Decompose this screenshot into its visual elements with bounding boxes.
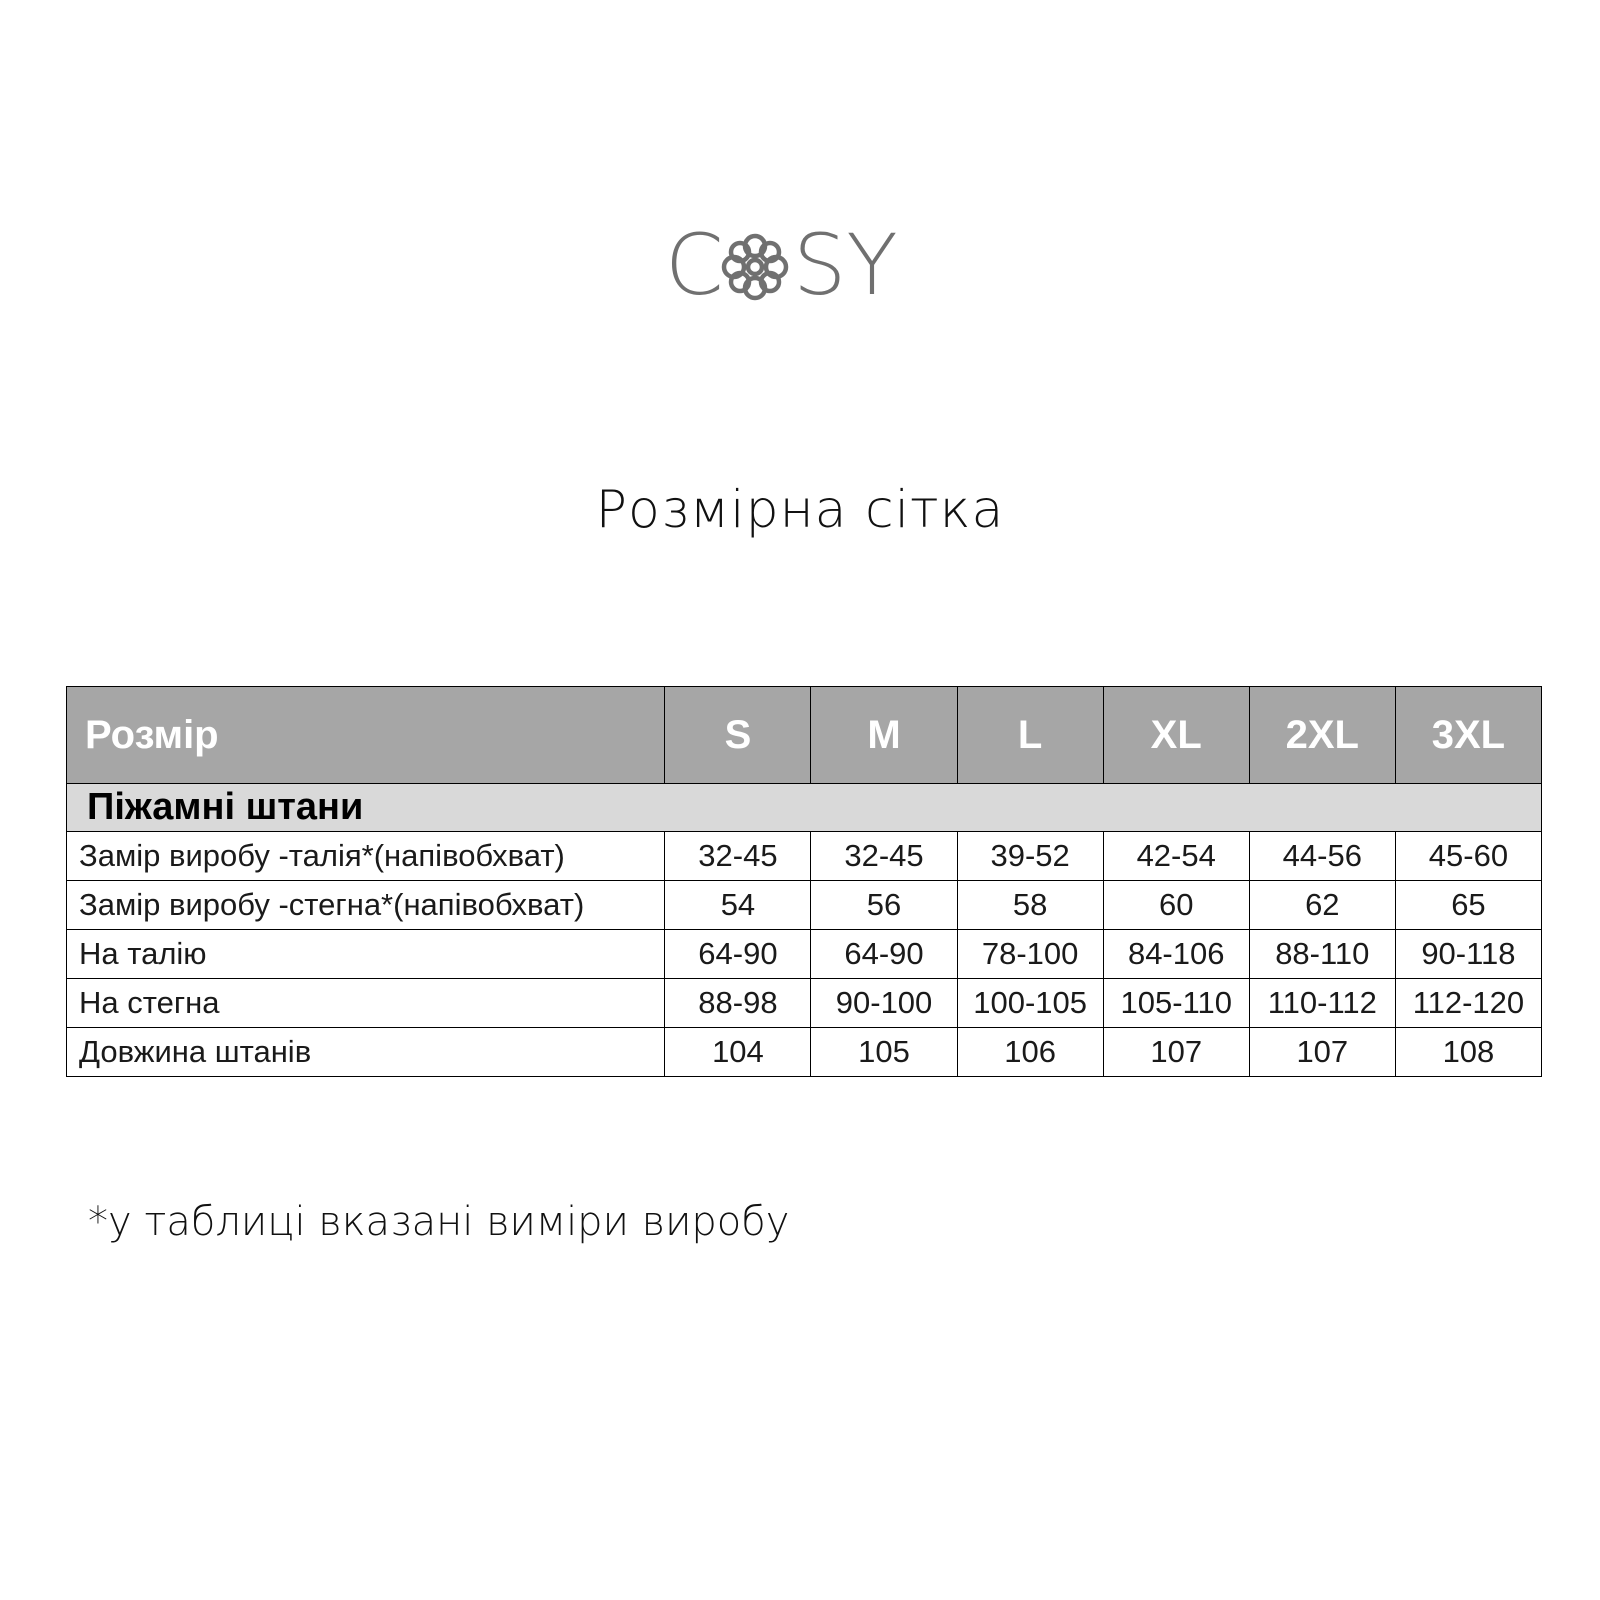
- table-cell: 107: [1103, 1028, 1249, 1077]
- table-cell: 105-110: [1103, 979, 1249, 1028]
- table-cell: 105: [811, 1028, 957, 1077]
- row-label: Замір виробу -стегна*(напівобхват): [67, 881, 665, 930]
- section-title: Піжамні штани: [67, 784, 1542, 832]
- table-cell: 60: [1103, 881, 1249, 930]
- table-cell: 84-106: [1103, 930, 1249, 979]
- table-cell: 62: [1249, 881, 1395, 930]
- table-row: [67, 930, 1542, 979]
- row-label: На талію: [67, 930, 665, 979]
- table-cell: 112-120: [1395, 979, 1541, 1028]
- table-cell: 64-90: [811, 930, 957, 979]
- table-row: [67, 832, 1542, 881]
- header-size-xl: XL: [1103, 687, 1249, 784]
- table-cell: 107: [1249, 1028, 1395, 1077]
- table-cell: 42-54: [1103, 832, 1249, 881]
- footnote: *у таблиці вказані виміри виробу: [88, 1199, 790, 1245]
- size-chart-table: [66, 686, 1542, 1077]
- table-cell: 90-100: [811, 979, 957, 1028]
- header-size-m: M: [811, 687, 957, 784]
- table-cell: 88-98: [665, 979, 811, 1028]
- table-cell: 44-56: [1249, 832, 1395, 881]
- table-cell: 56: [811, 881, 957, 930]
- table-cell: 88-110: [1249, 930, 1395, 979]
- brand-logo: [0, 222, 1600, 312]
- table-row: [67, 1028, 1542, 1077]
- table-cell: 54: [665, 881, 811, 930]
- row-label: Довжина штанів: [67, 1028, 665, 1077]
- table-cell: 106: [957, 1028, 1103, 1077]
- table-row: [67, 881, 1542, 930]
- table-cell: 32-45: [665, 832, 811, 881]
- table-row: [67, 979, 1542, 1028]
- table-cell: 78-100: [957, 930, 1103, 979]
- table-cell: 110-112: [1249, 979, 1395, 1028]
- table-cell: 39-52: [957, 832, 1103, 881]
- table-cell: 58: [957, 881, 1103, 930]
- header-size-l: L: [957, 687, 1103, 784]
- table-cell: 32-45: [811, 832, 957, 881]
- table-cell: 45-60: [1395, 832, 1541, 881]
- logo-letter-c: C: [665, 222, 724, 312]
- flower-icon: [724, 236, 786, 298]
- row-label: Замір виробу -талія*(напівобхват): [67, 832, 665, 881]
- header-size-2xl: 2XL: [1249, 687, 1395, 784]
- table-cell: 64-90: [665, 930, 811, 979]
- table-cell: 104: [665, 1028, 811, 1077]
- page-title: Розмірна сітка: [595, 480, 1005, 540]
- cosy-logo-graphic: [665, 222, 935, 312]
- logo-letters-sy: SY: [793, 222, 898, 312]
- table-cell: 100-105: [957, 979, 1103, 1028]
- header-size-label: Розмір: [67, 687, 665, 784]
- section-row: [67, 784, 1542, 832]
- header-size-s: S: [665, 687, 811, 784]
- table-cell: 90-118: [1395, 930, 1541, 979]
- row-label: На стегна: [67, 979, 665, 1028]
- table-header-row: [67, 687, 1542, 784]
- header-size-3xl: 3XL: [1395, 687, 1541, 784]
- table-cell: 65: [1395, 881, 1541, 930]
- table-cell: 108: [1395, 1028, 1541, 1077]
